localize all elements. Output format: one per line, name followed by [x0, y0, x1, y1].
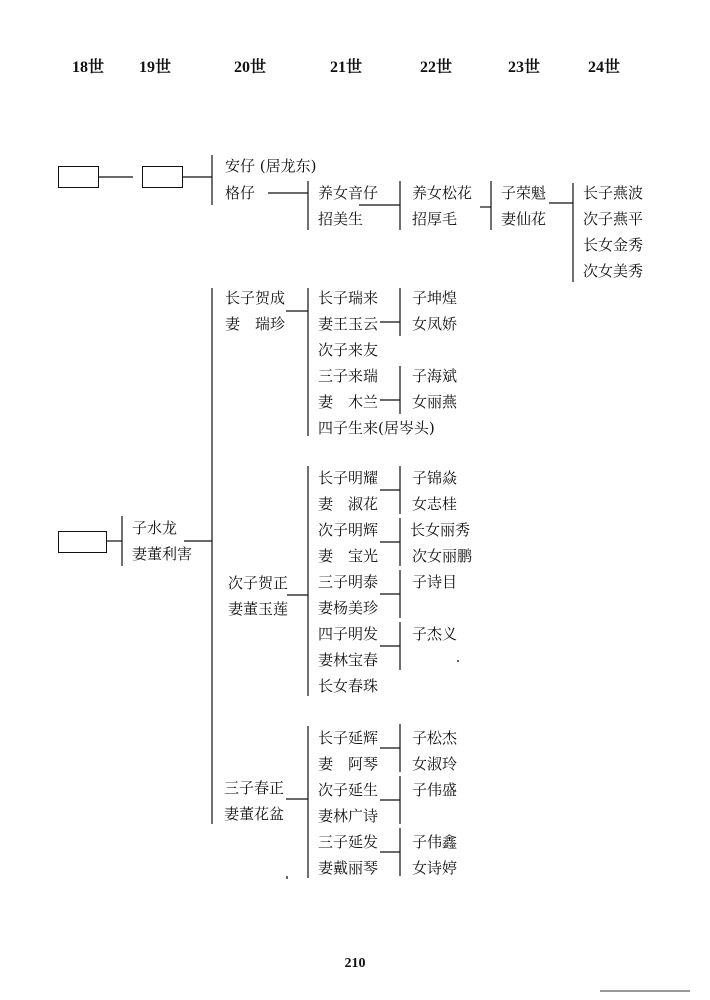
- son2-gen20-name: 妻董玉莲: [228, 600, 289, 618]
- son2-gen22-name: 子锦焱: [412, 469, 458, 487]
- son2-gen22-name: 子诗目: [412, 573, 458, 591]
- son2-gen21-name: 三子明泰: [318, 573, 379, 591]
- son2-gen21-name: 妻林宝春: [318, 651, 379, 669]
- generation-21: 21世: [330, 59, 363, 76]
- son1-gen21-name: 次子来友: [318, 341, 379, 359]
- generation-19: 19世: [139, 59, 172, 76]
- son2-gen21-name: 妻 淑花: [318, 495, 379, 513]
- son1-gen21-name: 四子生来(居岑头): [318, 419, 435, 437]
- son3-gen22-name: 子伟鑫: [412, 833, 458, 851]
- son1-gen22-name: 女丽燕: [412, 393, 458, 411]
- son2-gen21-name: 长子明耀: [318, 469, 379, 487]
- ancestor-box-18-b: [58, 531, 107, 553]
- son1-gen22-name: 子海斌: [412, 367, 458, 385]
- b1-gen22-name: 招厚毛: [412, 210, 458, 228]
- son2-gen20-name: 次子贺正: [228, 574, 289, 592]
- son3-gen21-name: 妻戴丽琴: [318, 859, 379, 877]
- son3-gen22-name: 子伟盛: [412, 781, 458, 799]
- scan-edge-mark: [600, 990, 690, 992]
- b1-gen20-name: 格仔: [225, 184, 256, 202]
- son3-gen21-name: 妻林广诗: [318, 807, 379, 825]
- b2-gen19-name: 妻董利害: [132, 545, 193, 563]
- generation-24: 24世: [588, 59, 621, 76]
- son2-gen21-name: 四子明发: [318, 625, 379, 643]
- son3-gen21-name: 次子延生: [318, 781, 379, 799]
- b1-gen23-name: 妻仙花: [501, 210, 547, 228]
- son1-gen21-name: 妻 木兰: [318, 393, 379, 411]
- son1-gen22-name: 女凤娇: [412, 315, 458, 333]
- son1-gen22-name: 子坤煌: [412, 289, 458, 307]
- b1-gen24-name: 次女美秀: [583, 262, 644, 280]
- scan-speck: [457, 660, 459, 662]
- son3-gen21-name: 妻 阿琴: [318, 755, 379, 773]
- generation-23: 23世: [508, 59, 541, 76]
- son2-gen22-name: 长女丽秀: [410, 521, 471, 539]
- son2-gen21-name: 妻 宝光: [318, 547, 379, 565]
- b1-gen20-name: 安仔 (居龙东): [225, 157, 317, 175]
- son2-gen22-name: 次女丽鹏: [412, 547, 473, 565]
- son3-gen22-name: 子松杰: [412, 729, 458, 747]
- generation-22: 22世: [420, 59, 453, 76]
- generation-18: 18世: [72, 59, 105, 76]
- scan-speck: [286, 876, 288, 879]
- son1-gen21-name: 妻王玉云: [318, 315, 379, 333]
- son1-gen21-name: 长子瑞来: [318, 289, 379, 307]
- son2-gen22-name: 女志桂: [412, 495, 458, 513]
- b1-gen24-name: 长子燕波: [583, 184, 644, 202]
- son2-gen21-name: 长女春珠: [318, 677, 379, 695]
- b1-gen21-name: 养女音仔: [318, 184, 379, 202]
- b2-gen19-name: 子水龙: [132, 519, 178, 537]
- ancestor-box-18: [58, 166, 99, 188]
- b1-gen22-name: 养女松花: [412, 184, 473, 202]
- son2-gen22-name: 子杰义: [412, 625, 458, 643]
- son3-gen21-name: 长子延辉: [318, 729, 379, 747]
- son3-gen22-name: 女诗婷: [412, 859, 458, 877]
- b1-gen24-name: 长女金秀: [583, 236, 644, 254]
- son3-gen20-name: 妻董花盆: [224, 805, 285, 823]
- b1-gen21-name: 招美生: [318, 210, 364, 228]
- son3-gen22-name: 女淑玲: [412, 755, 458, 773]
- generation-20: 20世: [234, 59, 267, 76]
- son3-gen20-name: 三子春正: [224, 779, 285, 797]
- son3-gen21-name: 三子延发: [318, 833, 379, 851]
- b1-gen24-name: 次子燕平: [583, 210, 644, 228]
- b1-gen23-name: 子荣魁: [501, 184, 547, 202]
- son1-gen21-name: 三子来瑞: [318, 367, 379, 385]
- ancestor-box-19: [142, 166, 183, 188]
- page-number: 210: [344, 956, 366, 971]
- son1-gen20-name: 长子贺成: [225, 289, 286, 307]
- son1-gen20-name: 妻 瑞珍: [225, 315, 286, 333]
- son2-gen21-name: 次子明辉: [318, 521, 379, 539]
- son2-gen21-name: 妻杨美珍: [318, 599, 379, 617]
